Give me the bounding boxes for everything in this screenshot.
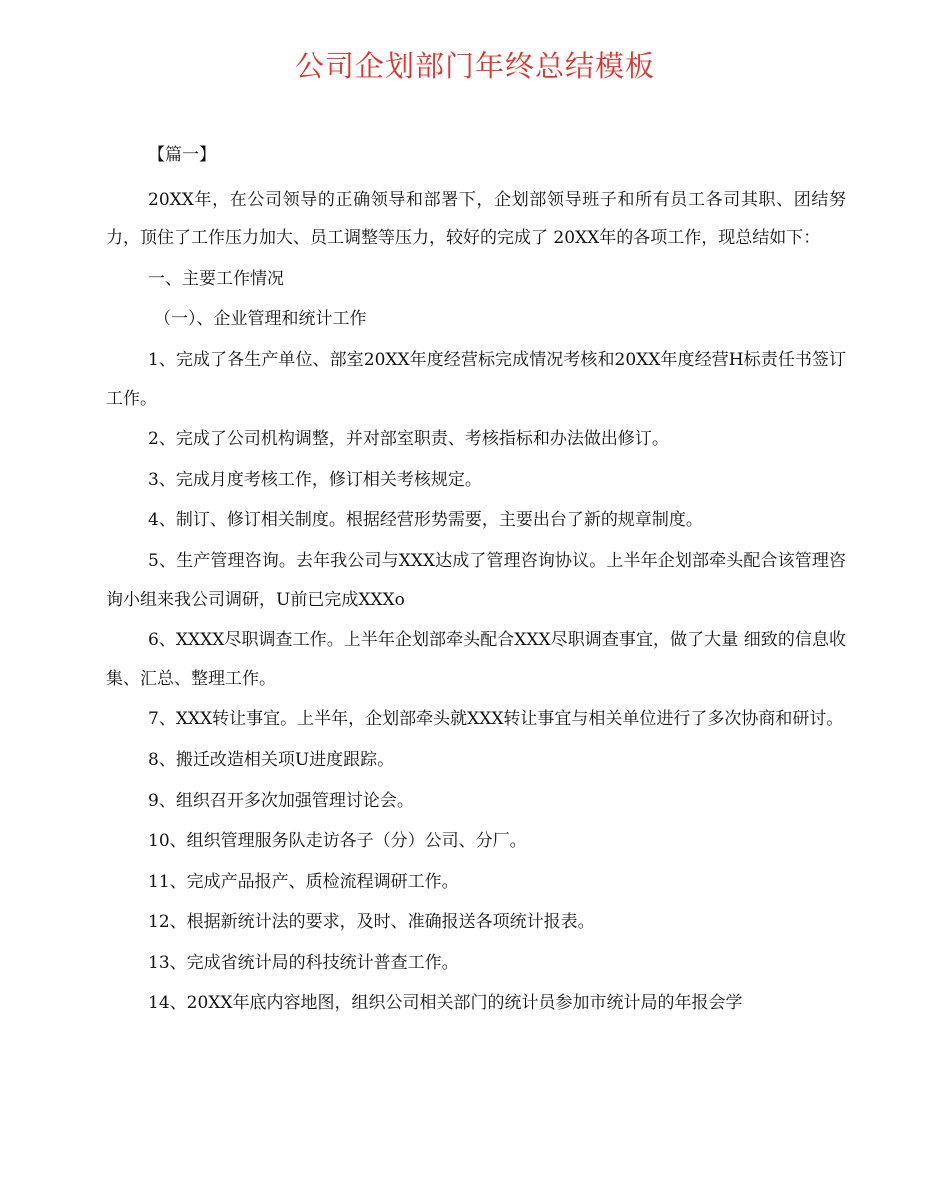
list-item: 3、完成月度考核工作，修订相关考核规定。	[148, 469, 482, 490]
list-item: 12、根据新统计法的要求，及时、准确报送各项统计报表。	[148, 912, 595, 933]
subheading-management-stats: （一）、企业管理和统计工作	[154, 309, 367, 330]
list-item: 4、制订、修订相关制度。根据经营形势需要，主要出台了新的规章制度。	[148, 510, 703, 531]
section-tag: 【篇一】	[148, 145, 216, 165]
list-item: 11、完成产品报产、质检流程调研工作。	[148, 871, 459, 892]
list-item: 2、完成了公司机构调整，并对部室职责、考核指标和办法做出修订。	[148, 429, 669, 450]
list-item: 13、完成省统计局的科技统计普查工作。	[148, 952, 459, 973]
list-item: 10、组织管理服务队走访各子（分）公司、分厂。	[148, 831, 527, 852]
list-item: 7、XXX转让事宜。上半年，企划部牵头就XXX转让事宜与相关单位进行了多次协商和研讨。	[148, 709, 844, 730]
document-title: 公司企划部门年终总结模板	[294, 49, 655, 83]
list-item: 8、搬迁改造相关项U进度跟踪。	[148, 749, 395, 770]
list-item: 9、组织召开多次加强管理讨论会。	[148, 790, 414, 811]
intro-paragraph: 20XX年，在公司领导的正确领导和部署下，企划部领导班子和所有员工各司其职、团结努力，顶住了工作压力加大、员工调整等压力，较好的完成了 20XX年的各项工作，现总结如下：	[106, 189, 846, 249]
heading-main-work: 一、主要工作情况	[148, 268, 284, 289]
document-body	[106, 136, 846, 1025]
list-item: 5、生产管理咨询。去年我公司与XXX达成了管理咨询协议。上半年企划部牵头配合该管理咨询小组来我公司调研，U前已完成XXXo	[106, 550, 846, 610]
list-item: 14、20XX年底内容地图，组织公司相关部门的统计员参加市统计局的年报会学	[148, 993, 743, 1014]
list-item: 6、XXXX尽职调查工作。上半年企划部牵头配合XXX尽职调查事宜，做了大量 细致的信息收集、汇总、整理工作。	[106, 630, 846, 689]
list-item: 1、完成了各生产单位、部室20XX年度经营标完成情况考核和20XX年度经营H标责任书签订工作。	[106, 349, 846, 409]
